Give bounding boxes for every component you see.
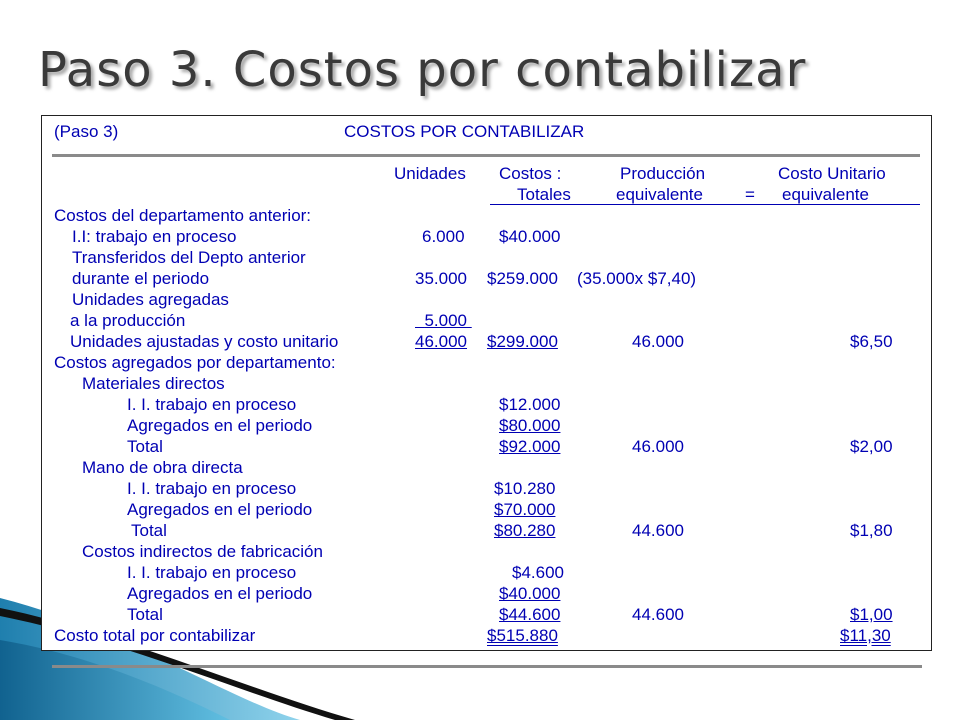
row-unit-cost-adjusted: $6,50 <box>850 332 893 351</box>
row-label-direct-materials: Materiales directos <box>82 374 225 393</box>
row-label-dm-added: Agregados en el periodo <box>127 416 313 435</box>
row-label-units-added: Unidades agregadas <box>72 290 229 309</box>
row-label-dm-total: Total <box>127 437 163 456</box>
row-unit-cost-dm-total: $2,00 <box>850 437 893 456</box>
row-label-grand-total: Costo total por contabilizar <box>54 626 256 645</box>
row-production-dl-total: 44.600 <box>632 521 684 540</box>
slide-title: Paso 3. Costos por contabilizar <box>38 42 807 98</box>
row-label-dl-added: Agregados en el periodo <box>127 500 313 519</box>
row-costs-oh-total: $44.600 <box>499 605 561 624</box>
col-header-production-bottom: equivalente <box>616 185 703 204</box>
row-costs-dl-added: $70.000 <box>494 500 556 519</box>
row-label-oh-total: Total <box>127 605 163 624</box>
units-to-production-value: 5.000 <box>424 311 467 330</box>
row-label-prev-dept: Costos del departamento anterior: <box>54 206 312 225</box>
row-label-adjusted: Unidades ajustadas y costo unitario <box>70 332 339 351</box>
col-header-units: Unidades <box>394 164 466 183</box>
row-costs-during-period: $259.000 <box>487 269 558 288</box>
row-label-dl-wip: I. I. trabajo en proceso <box>127 479 297 498</box>
row-label-during-period: durante el periodo <box>72 269 210 288</box>
row-label-to-production: a la producción <box>70 311 186 330</box>
row-label-oh-wip: I. I. trabajo en proceso <box>127 563 297 582</box>
row-label-direct-labor: Mano de obra directa <box>82 458 243 477</box>
col-header-unit-cost-top: Costo Unitario <box>778 164 886 183</box>
header-rule <box>52 154 920 157</box>
row-label-oh-added: Agregados en el periodo <box>127 584 313 603</box>
cost-table <box>41 115 932 651</box>
row-costs-dl-wip: $10.280 <box>494 479 556 498</box>
table-heading: COSTOS POR CONTABILIZAR <box>344 122 585 141</box>
row-label-transferred: Transferidos del Depto anterior <box>72 248 306 267</box>
col-header-production-top: Producción <box>620 164 706 183</box>
row-units-during-period: 35.000 <box>415 269 467 288</box>
col-header-costs-bottom: Totales <box>517 185 571 204</box>
row-costs-dm-wip: $12.000 <box>499 395 561 414</box>
row-costs-oh-added: $40.000 <box>499 584 561 603</box>
row-units-adjusted: 46.000 <box>415 332 467 351</box>
row-costs-oh-wip: $4.600 <box>512 563 564 582</box>
row-unit-cost-dl-total: $1,80 <box>850 521 893 540</box>
row-costs-adjusted: $299.000 <box>487 332 558 351</box>
col-header-unit-cost-bottom: equivalente <box>782 185 869 204</box>
row-label-ii-wip: I.I: trabajo en proceso <box>72 227 237 246</box>
row-production-adjusted: 46.000 <box>632 332 684 351</box>
row-costs-dl-total: $80.280 <box>494 521 556 540</box>
col-header-equals: = <box>745 185 755 204</box>
row-units-to-production <box>415 311 472 331</box>
row-production-dm-total: 46.000 <box>632 437 684 456</box>
bottom-rule <box>52 665 922 668</box>
row-label-overhead: Costos indirectos de fabricación <box>82 542 323 561</box>
row-production-oh-total: 44.600 <box>632 605 684 624</box>
col-header-costs-top: Costos : <box>499 164 562 183</box>
row-note-during-period: (35.000x $7,40) <box>577 269 697 288</box>
row-units-ii-wip: 6.000 <box>422 227 465 246</box>
step-label: (Paso 3) <box>54 122 119 141</box>
row-costs-grand-total: $515.880 <box>487 626 558 645</box>
row-costs-dm-total: $92.000 <box>499 437 561 456</box>
row-unit-cost-oh-total: $1,00 <box>850 605 893 624</box>
row-unit-cost-grand-total: $11,30 <box>840 626 891 645</box>
row-label-dl-total: Total <box>131 521 167 540</box>
row-label-dm-wip: I. I. trabajo en proceso <box>127 395 297 414</box>
row-label-added-costs: Costos agregados por departamento: <box>54 353 336 372</box>
row-costs-dm-added: $80.000 <box>499 416 561 435</box>
row-costs-ii-wip: $40.000 <box>499 227 561 246</box>
